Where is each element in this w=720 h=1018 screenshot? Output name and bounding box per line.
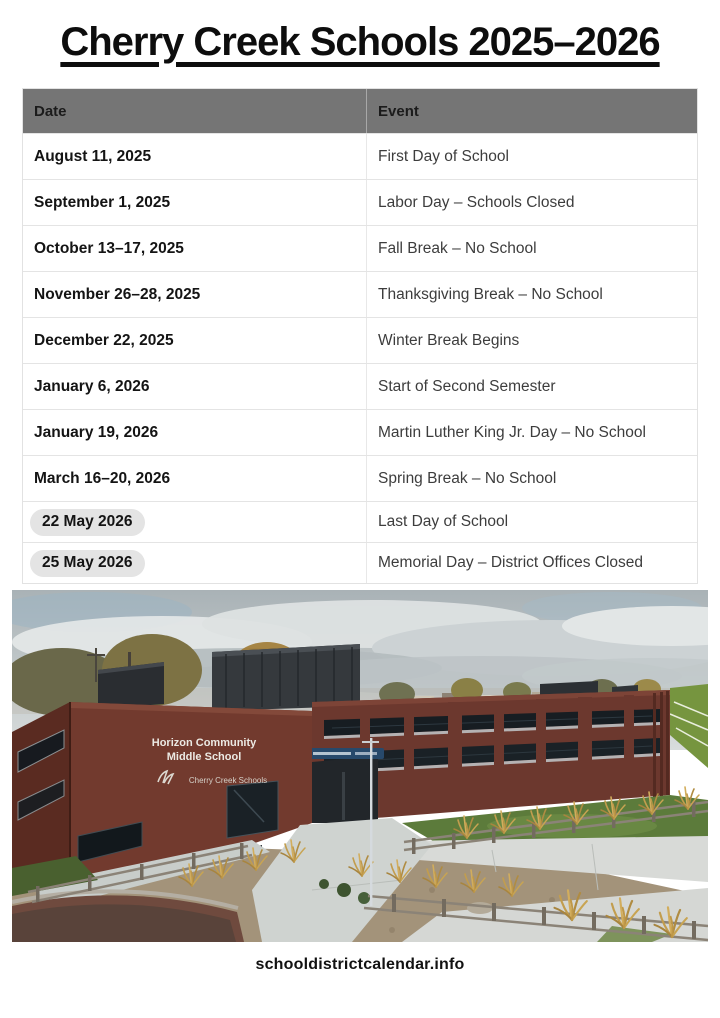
school-sign-line3: Cherry Creek Schools xyxy=(188,776,268,785)
table-row xyxy=(23,409,697,455)
table-row xyxy=(23,225,697,271)
table-row xyxy=(23,542,697,583)
school-sign-line1: Horizon Community xyxy=(151,737,257,749)
event-cell-text: Martin Luther King Jr. Day – No School xyxy=(378,423,646,441)
table-row xyxy=(23,317,697,363)
event-cell xyxy=(366,226,697,271)
event-cell xyxy=(366,180,697,225)
table-header-row xyxy=(23,89,697,133)
event-cell xyxy=(366,272,697,317)
event-cell-text: Memorial Day – District Offices Closed xyxy=(378,554,644,571)
calendar-table xyxy=(22,88,698,584)
date-cell-text: March 16–20, 2026 xyxy=(34,469,171,487)
event-cell-text: Start of Second Semester xyxy=(378,377,556,395)
table-row xyxy=(23,179,697,225)
date-cell-text: 22 May 2026 xyxy=(30,509,145,536)
date-cell xyxy=(23,543,366,583)
date-cell xyxy=(23,318,366,363)
site-footer: schooldistrictcalendar.info xyxy=(255,956,465,973)
table-row xyxy=(23,363,697,409)
table-header-date: Date xyxy=(34,102,67,120)
date-cell-text: August 11, 2025 xyxy=(34,147,152,165)
event-cell-text: Last Day of School xyxy=(378,513,509,530)
date-cell xyxy=(23,502,366,542)
event-cell-text: Fall Break – No School xyxy=(378,239,537,257)
date-cell-text: 25 May 2026 xyxy=(30,550,145,577)
event-cell-text: First Day of School xyxy=(378,147,509,165)
table-row xyxy=(23,455,697,501)
event-cell xyxy=(366,318,697,363)
event-cell-text: Winter Break Begins xyxy=(378,331,520,349)
date-cell xyxy=(23,456,366,501)
date-cell-text: November 26–28, 2025 xyxy=(34,285,201,303)
event-cell-text: Spring Break – No School xyxy=(378,469,557,487)
event-cell xyxy=(366,134,697,179)
date-cell xyxy=(23,272,366,317)
table-header-event: Event xyxy=(366,89,697,133)
event-cell xyxy=(366,456,697,501)
sports-field xyxy=(670,684,708,768)
event-cell xyxy=(366,410,697,455)
table-row xyxy=(23,133,697,179)
date-cell-text: January 19, 2026 xyxy=(34,423,159,441)
event-cell xyxy=(366,364,697,409)
date-cell-text: October 13–17, 2025 xyxy=(34,239,184,257)
table-row xyxy=(23,501,697,542)
date-cell-text: September 1, 2025 xyxy=(34,193,171,211)
date-cell xyxy=(23,364,366,409)
event-cell xyxy=(366,543,697,583)
date-cell xyxy=(23,180,366,225)
table-body xyxy=(23,133,697,583)
date-cell-text: January 6, 2026 xyxy=(34,377,150,395)
date-cell-text: December 22, 2025 xyxy=(34,331,174,349)
event-cell xyxy=(366,502,697,542)
date-cell xyxy=(23,410,366,455)
event-cell-text: Thanksgiving Break – No School xyxy=(378,285,603,303)
page-title: Cherry Creek Schools 2025–2026 xyxy=(60,20,660,64)
date-cell xyxy=(23,134,366,179)
table-row xyxy=(23,271,697,317)
event-cell-text: Labor Day – Schools Closed xyxy=(378,193,575,211)
school-sign-line2: Middle School xyxy=(166,751,242,763)
school-photo xyxy=(12,590,708,945)
date-cell xyxy=(23,226,366,271)
school-photo-illustration xyxy=(12,590,708,945)
